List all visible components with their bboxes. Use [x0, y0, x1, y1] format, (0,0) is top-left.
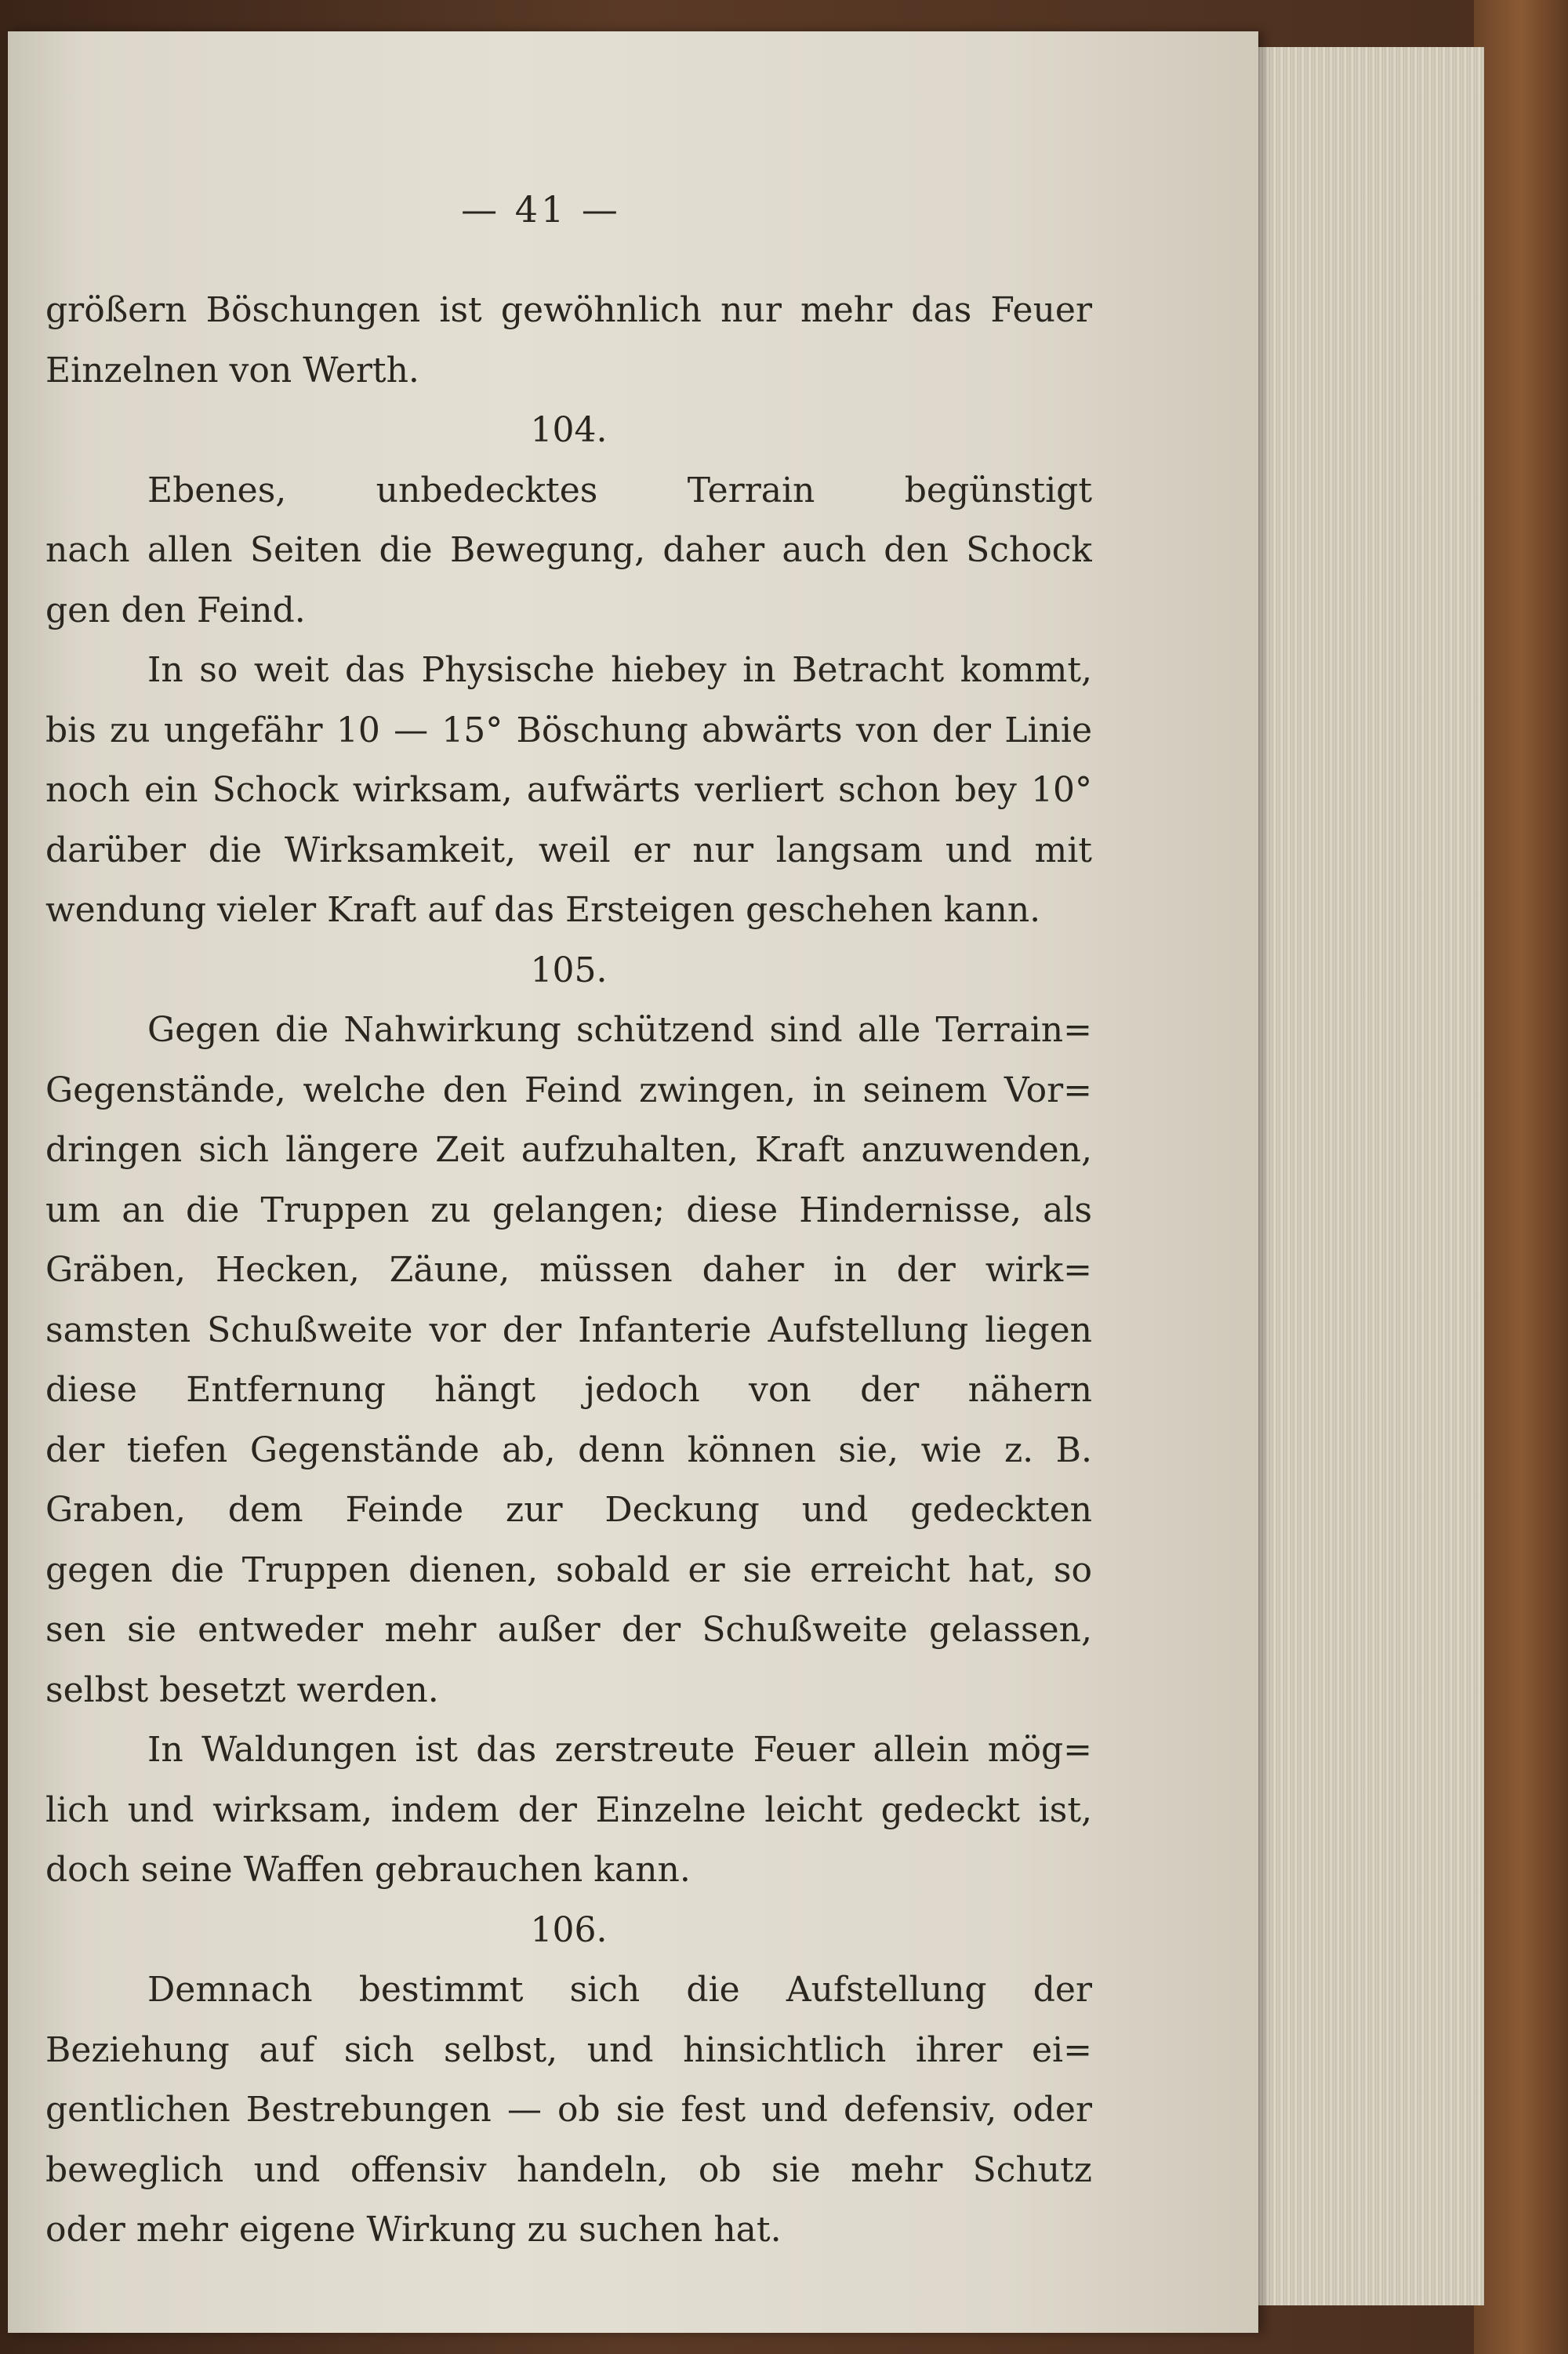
- text-line: sen sie entweder mehr außer der Schußweite gelassen,: [45, 1610, 1092, 1650]
- text-line: Gegenstände, welche den Feind zwingen, in seinem Vor=: [45, 1070, 1092, 1110]
- page-number: — 41 —: [461, 188, 621, 231]
- text-line: Demnach bestimmt sich die Aufstellung der: [147, 1970, 1092, 2010]
- book-page: [8, 31, 1258, 2333]
- text-line: selbst besetzt werden.: [45, 1669, 439, 1710]
- text-line: der tiefen Gegenstände ab, denn können sie, wie z. B.: [45, 1429, 1092, 1470]
- text-line: wendung vieler Kraft auf das Ersteigen geschehen kann.: [45, 890, 1041, 930]
- text-line: doch seine Waffen gebrauchen kann.: [45, 1850, 691, 1890]
- text-line: darüber die Wirksamkeit, weil er nur langsam und mit: [45, 830, 1092, 870]
- text-line: beweglich und offensiv handeln, ob sie mehr Schutz: [45, 2149, 1092, 2190]
- text-line: lich und wirksam, indem der Einzelne leicht gedeckt ist,: [45, 1789, 1092, 1830]
- text-line: gegen die Truppen dienen, sobald er sie erreicht hat, so: [45, 1549, 1092, 1590]
- text-line: diese Entfernung hängt jedoch von der nähern: [45, 1370, 1092, 1410]
- text-line: samsten Schußweite vor der Infanterie Aufstellung liegen: [45, 1310, 1092, 1350]
- text-line: bis zu ungefähr 10 — 15° Böschung abwärts von der Linie: [45, 710, 1092, 750]
- text-line: In Waldungen ist das zerstreute Feuer allein mög=: [147, 1730, 1092, 1770]
- text-line: gen den Feind.: [45, 590, 306, 630]
- text-line: größern Böschungen ist gewöhnlich nur mehr das Feuer: [45, 290, 1092, 330]
- text-line: noch ein Schock wirksam, aufwärts verliert schon bey 10°: [45, 770, 1092, 810]
- text-line: Einzelnen von Werth.: [45, 350, 419, 391]
- section-number: 105.: [530, 950, 608, 990]
- page-block-edges: [1247, 47, 1484, 2305]
- section-number: 106.: [530, 1909, 608, 1950]
- text-line: oder mehr eigene Wirkung zu suchen hat.: [45, 2210, 782, 2250]
- text-line: gentlichen Bestrebungen — ob sie fest und defensiv, oder: [45, 2090, 1092, 2130]
- text-line: Gräben, Hecken, Zäune, müssen daher in der wirk=: [45, 1250, 1092, 1290]
- page-body: [45, 281, 1092, 2261]
- section-number: 104.: [530, 410, 608, 450]
- text-line: nach allen Seiten die Bewegung, daher auch den Schock: [45, 530, 1092, 570]
- text-line: In so weit das Physische hiebey in Betracht kommt,: [147, 650, 1092, 690]
- text-line: um an die Truppen zu gelangen; diese Hindernisse, als: [45, 1190, 1092, 1230]
- text-line: Beziehung auf sich selbst, und hinsichtlich ihrer ei=: [45, 2029, 1092, 2070]
- text-line: Gegen die Nahwirkung schützend sind alle Terrain=: [147, 1010, 1092, 1050]
- text-line: Graben, dem Feinde zur Deckung und gedeckten: [45, 1490, 1092, 1530]
- book-cover-edge: [1474, 0, 1568, 2354]
- text-line: dringen sich längere Zeit aufzuhalten, Kraft anzuwenden,: [45, 1130, 1092, 1170]
- text-line: Ebenes, unbedecktes Terrain begünstigt: [147, 470, 1092, 510]
